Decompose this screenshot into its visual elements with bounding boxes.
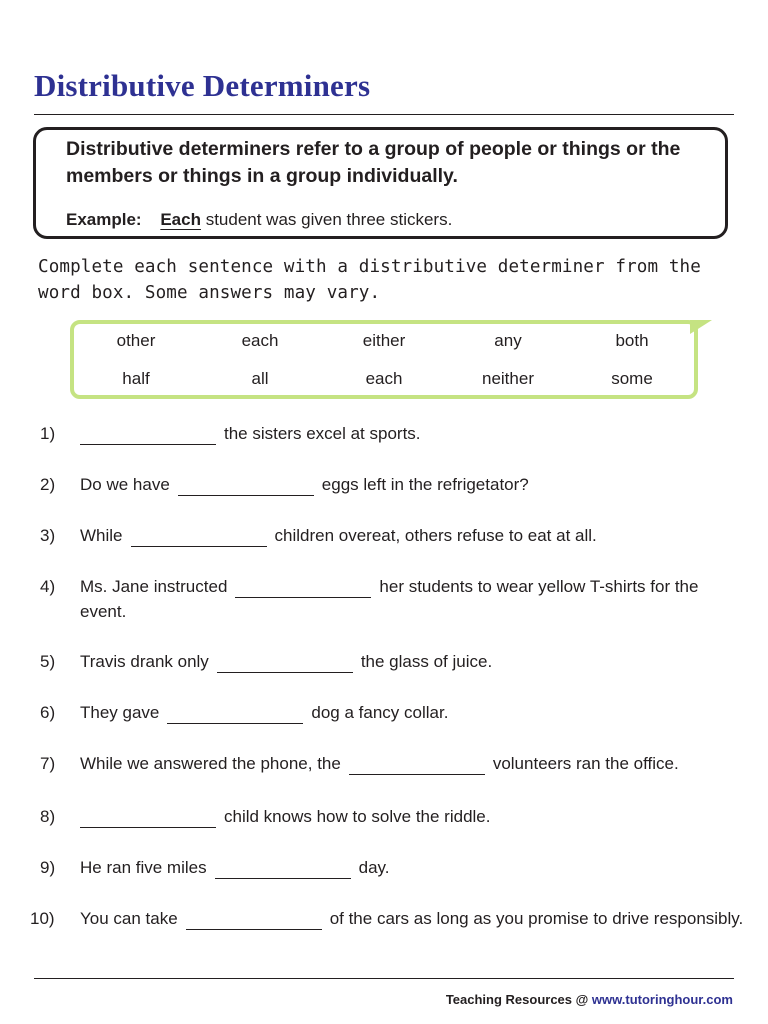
footer-link[interactable]: www.tutoringhour.com bbox=[591, 992, 733, 1007]
answer-blank[interactable] bbox=[167, 705, 303, 724]
word-box-row-2 bbox=[74, 369, 694, 389]
question-text-before: They gave bbox=[80, 703, 160, 722]
word-box bbox=[70, 320, 698, 399]
answer-blank[interactable] bbox=[131, 528, 267, 547]
question-text-after: child knows how to solve the riddle. bbox=[224, 807, 491, 826]
question-text-after: of the cars as long as you promise to drive responsibly. bbox=[329, 909, 744, 928]
word-box-item: each bbox=[241, 331, 279, 350]
word-box-item: both bbox=[615, 331, 649, 350]
title-divider bbox=[34, 114, 734, 115]
answer-blank[interactable] bbox=[80, 426, 216, 445]
question-number: 1) bbox=[40, 424, 56, 443]
question-text-after: the sisters excel at sports. bbox=[224, 424, 421, 443]
question-text-after: dog a fancy collar. bbox=[311, 703, 449, 722]
answer-blank[interactable] bbox=[215, 860, 351, 879]
question-text-after: her students to wear yellow T-shirts for the event. bbox=[80, 577, 699, 621]
word-box-item: any bbox=[494, 331, 522, 350]
question-text-after: the glass of juice. bbox=[360, 652, 493, 671]
example-rest: student was given three stickers. bbox=[200, 210, 453, 229]
question-number: 4) bbox=[40, 577, 56, 596]
answer-blank[interactable] bbox=[217, 654, 353, 673]
question-text-after: day. bbox=[358, 858, 390, 877]
example-line bbox=[66, 210, 452, 230]
word-box-item: other bbox=[116, 331, 156, 350]
example-label: Example: bbox=[66, 210, 142, 229]
footer-label: Teaching Resources @ bbox=[445, 992, 592, 1007]
question-text-before: Do we have bbox=[80, 475, 170, 494]
question-number: 9) bbox=[40, 858, 56, 877]
footer bbox=[446, 992, 733, 1007]
question-text-before: While we answered the phone, the bbox=[80, 754, 341, 773]
question-text-before: While bbox=[80, 526, 123, 545]
word-box-row-1 bbox=[74, 331, 694, 351]
word-box-item: half bbox=[122, 369, 150, 388]
question-text-after: children overeat, others refuse to eat at all. bbox=[274, 526, 597, 545]
question-number: 2) bbox=[40, 475, 56, 494]
answer-blank[interactable] bbox=[235, 579, 371, 598]
answer-blank[interactable] bbox=[349, 756, 485, 775]
answer-blank[interactable] bbox=[186, 911, 322, 930]
question-number: 3) bbox=[40, 526, 56, 545]
question-text-before: He ran five miles bbox=[80, 858, 207, 877]
answer-blank[interactable] bbox=[178, 477, 314, 496]
word-box-item: either bbox=[362, 331, 406, 350]
question-text-before: Travis drank only bbox=[80, 652, 209, 671]
question-number: 7) bbox=[40, 754, 56, 773]
word-box-item: neither bbox=[482, 369, 534, 388]
definition-text: Distributive determiners refer to a group of people or things or the members or things in a group individually. bbox=[66, 138, 681, 187]
question-number: 5) bbox=[40, 652, 56, 671]
question-text-before: You can take bbox=[80, 909, 178, 928]
question-text-after: eggs left in the refrigetator? bbox=[321, 475, 529, 494]
footer-divider bbox=[34, 978, 734, 979]
question-text-before: Ms. Jane instructed bbox=[80, 577, 228, 596]
word-box-item: each bbox=[365, 369, 403, 388]
example-word: Each bbox=[160, 210, 201, 229]
definition-box bbox=[33, 127, 728, 239]
question-number: 6) bbox=[40, 703, 56, 722]
word-box-item: some bbox=[611, 369, 653, 388]
word-box-item: all bbox=[251, 369, 269, 388]
answer-blank[interactable] bbox=[80, 809, 216, 828]
question-text-after: volunteers ran the office. bbox=[492, 754, 679, 773]
question-number: 10) bbox=[30, 909, 55, 928]
page-title: Distributive Determiners bbox=[34, 68, 371, 103]
instructions: Complete each sentence with a distributive determiner from the word box. Some answers may vary. bbox=[38, 257, 701, 303]
question-number: 8) bbox=[40, 807, 56, 826]
